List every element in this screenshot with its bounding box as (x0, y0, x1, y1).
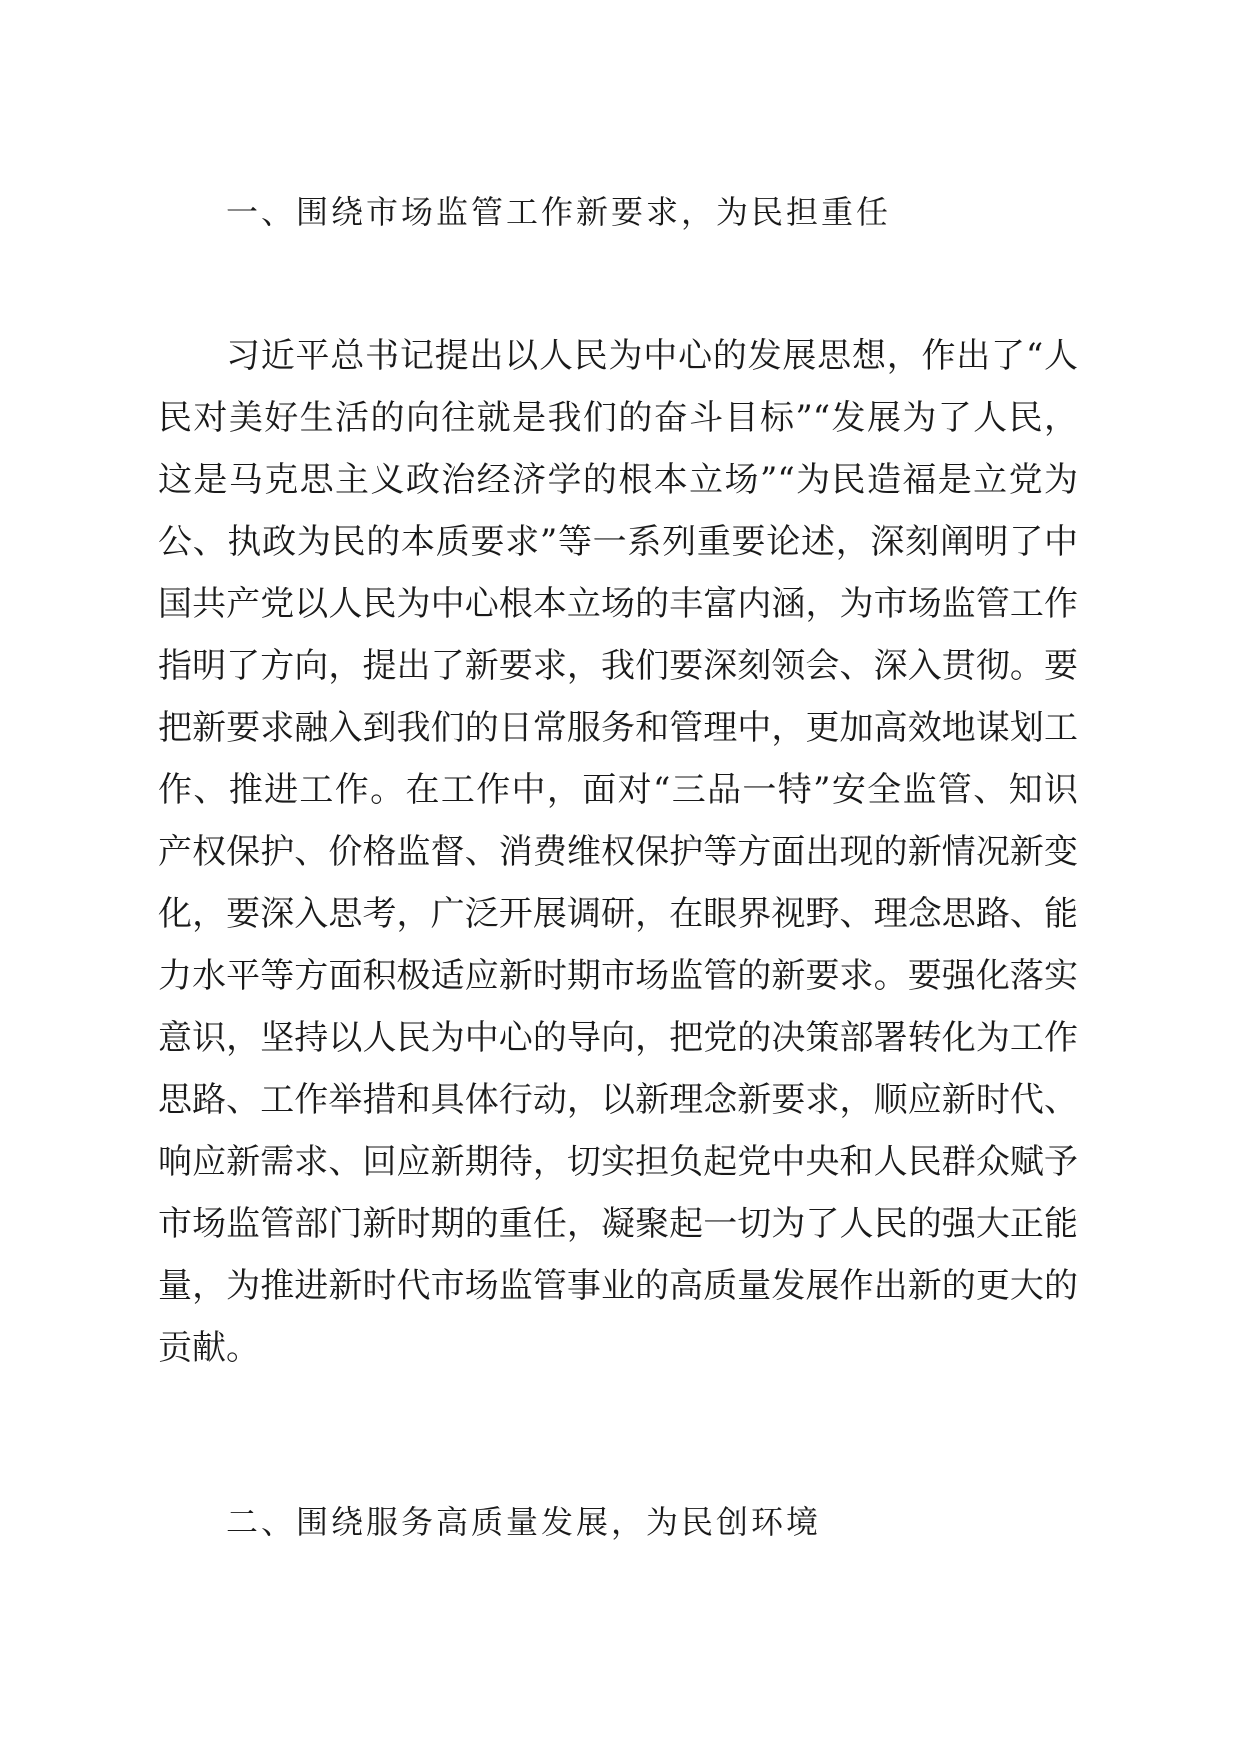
section-heading-1: 一、围绕市场监管工作新要求，为民担重任 (226, 193, 892, 231)
paragraph-line: 民对美好生活的向往就是我们的奋斗目标”“发展为了人民， (158, 398, 1078, 438)
paragraph-line: 作、推进工作。在工作中，面对“三品一特”安全监管、知识 (158, 770, 1078, 810)
paragraph-line: 这是马克思主义政治经济学的根本立场”“为民造福是立党为 (158, 460, 1078, 500)
paragraph-line: 把新要求融入到我们的日常服务和管理中，更加高效地谋划工 (158, 708, 1078, 748)
paragraph-line: 思路、工作举措和具体行动，以新理念新要求，顺应新时代、 (158, 1080, 1078, 1120)
paragraph-line: 市场监管部门新时期的重任，凝聚起一切为了人民的强大正能 (158, 1204, 1078, 1244)
paragraph-line: 力水平等方面积极适应新时期市场监管的新要求。要强化落实 (158, 956, 1078, 996)
paragraph-line: 响应新需求、回应新期待，切实担负起党中央和人民群众赋予 (158, 1142, 1078, 1182)
paragraph-line: 公、执政为民的本质要求”等一系列重要论述，深刻阐明了中 (158, 522, 1078, 562)
paragraph-line: 量，为推进新时代市场监管事业的高质量发展作出新的更大的 (158, 1266, 1078, 1306)
paragraph-line: 国共产党以人民为中心根本立场的丰富内涵，为市场监管工作 (158, 584, 1078, 624)
paragraph-line: 习近平总书记提出以人民为中心的发展思想，作出了“人 (226, 336, 1078, 376)
paragraph-1 (158, 325, 1078, 1379)
section-heading-2: 二、围绕服务高质量发展，为民创环境 (226, 1503, 822, 1541)
paragraph-line: 产权保护、价格监督、消费维权保护等方面出现的新情况新变 (158, 832, 1078, 872)
paragraph-line: 意识，坚持以人民为中心的导向，把党的决策部署转化为工作 (158, 1018, 1078, 1058)
paragraph-line: 化，要深入思考，广泛开展调研，在眼界视野、理念思路、能 (158, 894, 1078, 934)
paragraph-line: 贡献。 (158, 1328, 260, 1368)
paragraph-line: 指明了方向，提出了新要求，我们要深刻领会、深入贯彻。要 (158, 646, 1078, 686)
